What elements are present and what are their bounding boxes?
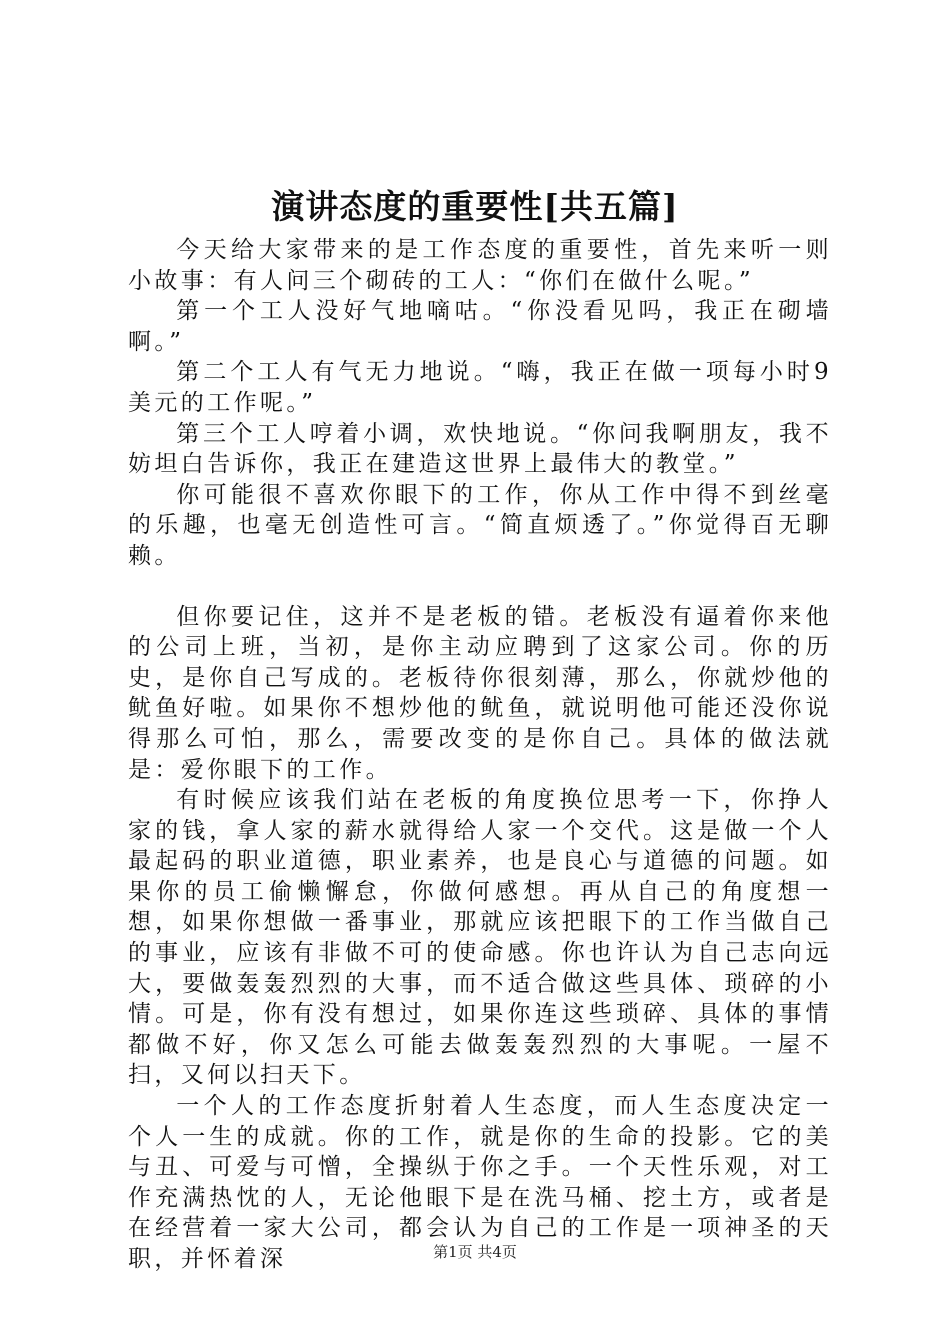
paragraph: 第二个工人有气无力地说。“嗨，我正在做一项每小时9美元的工作呢。”: [128, 359, 832, 416]
paragraph: 但你要记住，这并不是老板的错。老板没有逼着你来他的公司上班，当初，是你主动应聘到了这家公司。你的历史，是你自己写成的。老板待你很刻薄，那么，你就炒他的鱿鱼好啦。如果你不想炒他的鱿鱼，就说明他可能还没你说得那么可怕，那么，需要改变的是你自己。具体的做法就是：爱你眼下的工作。: [128, 603, 832, 783]
page-footer: 第1页 共4页: [433, 1243, 517, 1261]
paragraph: 你可能很不喜欢你眼下的工作，你从工作中得不到丝毫的乐趣，也毫无创造性可言。“简直烦透了。”你觉得百无聊赖。: [128, 481, 832, 569]
paragraph: 今天给大家带来的是工作态度的重要性，首先来听一则小故事：有人问三个砌砖的工人：“你们在做什么呢。”: [128, 237, 832, 294]
document-body: [128, 235, 832, 1275]
paragraph: 一个人的工作态度折射着人生态度，而人生态度决定一个人一生的成就。你的工作，就是你的生命的投影。它的美与丑、可爱与可憎，全操纵于你之手。一个天性乐观，对工作充满热忱的人，无论他眼下是在洗马桶、挖土方，或者是在经营着一家大公司，都会认为自己的工作是一项神圣的天职，并怀着深: [128, 1093, 832, 1272]
document-title: 演讲态度的重要性[共五篇]: [271, 187, 679, 226]
paragraph: 有时候应该我们站在老板的角度换位思考一下，你挣人家的钱，拿人家的薪水就得给人家一个交代。这是做一个人最起码的职业道德，职业素养，也是良心与道德的问题。如果你的员工偷懒懈怠，你做何感想。再从自己的角度想一想，如果你想做一番事业，那就应该把眼下的工作当做自己的事业，应该有非做不可的使命感。你也许认为自己志向远大，要做轰轰烈烈的大事，而不适合做这些具体、琐碎的小情。可是，你有没有想过，如果你连这些琐碎、具体的事情都做不好，你又怎么可能去做轰轰烈烈的大事呢。一屋不扫，又何以扫天下。: [128, 787, 832, 1089]
paragraph: 第一个工人没好气地嘀咕。“你没看见吗，我正在砌墙啊。”: [128, 298, 832, 355]
paragraph: 第三个工人哼着小调，欢快地说。“你问我啊朋友，我不妨坦白告诉你，我正在建造这世界上最伟大的教堂。”: [128, 420, 832, 478]
